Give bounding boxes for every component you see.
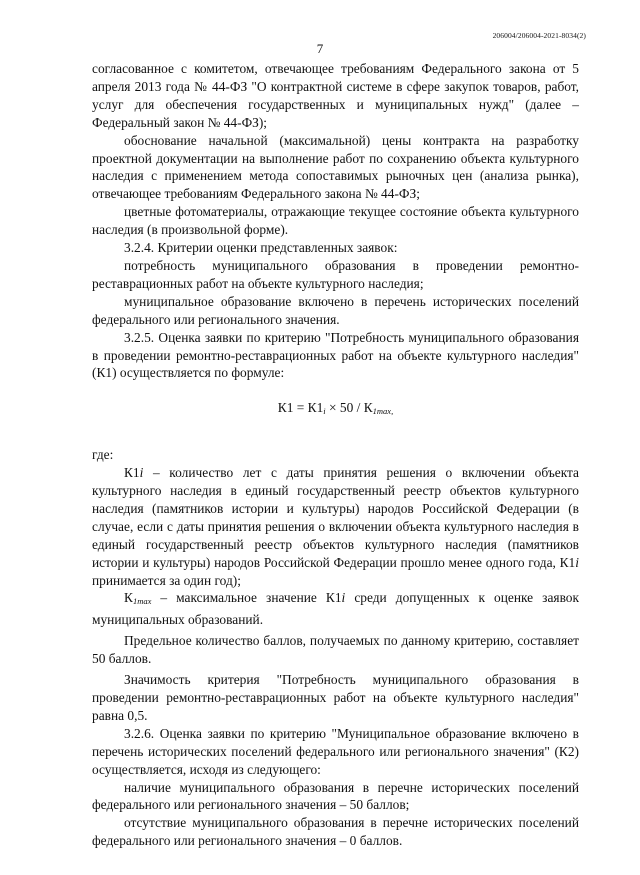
- paragraph-criterion-weight: Значимость критерия "Потребность муниципального образования в проведении ремонтно-реставрационных работ на объекте культурного наследия" равна 0,5.: [92, 672, 579, 723]
- paragraph-photo-materials: цветные фотоматериалы, отражающие текущее состояние объекта культурного наследия (в произвольной форме).: [92, 204, 579, 238]
- definition-k1i: К1i – количество лет с даты принятия решения о включении объекта культурного наследия в единый государственный реестр объектов культурного наследия (памятников истории и культуры) народов Российской Федерации (в случае, если с даты принятия решения о включении объекта культурного наследия в единый государственный реестр объектов культурного наследия (памятников истории и культуры) народов Российской Федерации прошло менее одного года, К1i принимается за один год);: [92, 465, 579, 588]
- definition-k1max: $К_{1max}$ – максимальное значение К1i среди допущенных к оценке заявок муниципальных образований.: [92, 590, 579, 628]
- criterion-historic-settlement: муниципальное образование включено в перечень исторических поселений федерального или регионального значения.: [92, 293, 579, 327]
- paragraph-presence-50: наличие муниципального образования в перечне исторических поселений федерального или регионального значения – 50 баллов;: [92, 779, 579, 813]
- section-3-2-5: 3.2.5. Оценка заявки по критерию "Потребность муниципального образования в проведении ремонтно-реставрационных работ на объекте культурного наследия" (К1) осуществляется по формуле:: [92, 329, 579, 381]
- document-id: 206004/206004-2021-8034(2): [492, 31, 586, 40]
- where-label: где:: [92, 447, 114, 463]
- section-3-2-6: 3.2.6. Оценка заявки по критерию "Муниципальное образование включено в перечень исторических поселений федерального или регионального значения" (К2) осуществляется, исходя из следующего:: [92, 725, 579, 777]
- paragraph-absence-0: отсутствие муниципального образования в перечне исторических поселений федерального или регионального значения – 0 баллов.: [92, 815, 579, 849]
- paragraph-approved-estimate: согласованное с комитетом, отвечающее требованиям Федерального закона от 5 апреля 2013 года № 44-ФЗ "О контрактной системе в сфере закупок товаров, работ, услуг для обеспечения государственных и муниципальных нужд" (далее – Федеральный закон № 44-ФЗ);: [92, 61, 579, 130]
- section-3-2-4-heading: 3.2.4. Критерии оценки представленных заявок:: [124, 240, 398, 256]
- document-body: [92, 60, 579, 850]
- formula-k1: $К1 = К1_i \times 50 / К_{1max,}$: [277, 400, 394, 417]
- paragraph-max-points: Предельное количество баллов, получаемых по данному критерию, составляет 50 баллов.: [92, 633, 579, 667]
- page-number: 7: [316, 41, 324, 56]
- criterion-need: потребность муниципального образования в проведении ремонтно-реставрационных работ на объекте культурного наследия;: [92, 257, 579, 291]
- paragraph-price-justification: обоснование начальной (максимальной) цены контракта на разработку проектной документации на выполнение работ по сохранению объекта культурного наследия с применением метода сопоставимых рыночных цен (анализа рынка), отвечающее требованиям Федерального закона № 44-ФЗ;: [92, 132, 579, 202]
